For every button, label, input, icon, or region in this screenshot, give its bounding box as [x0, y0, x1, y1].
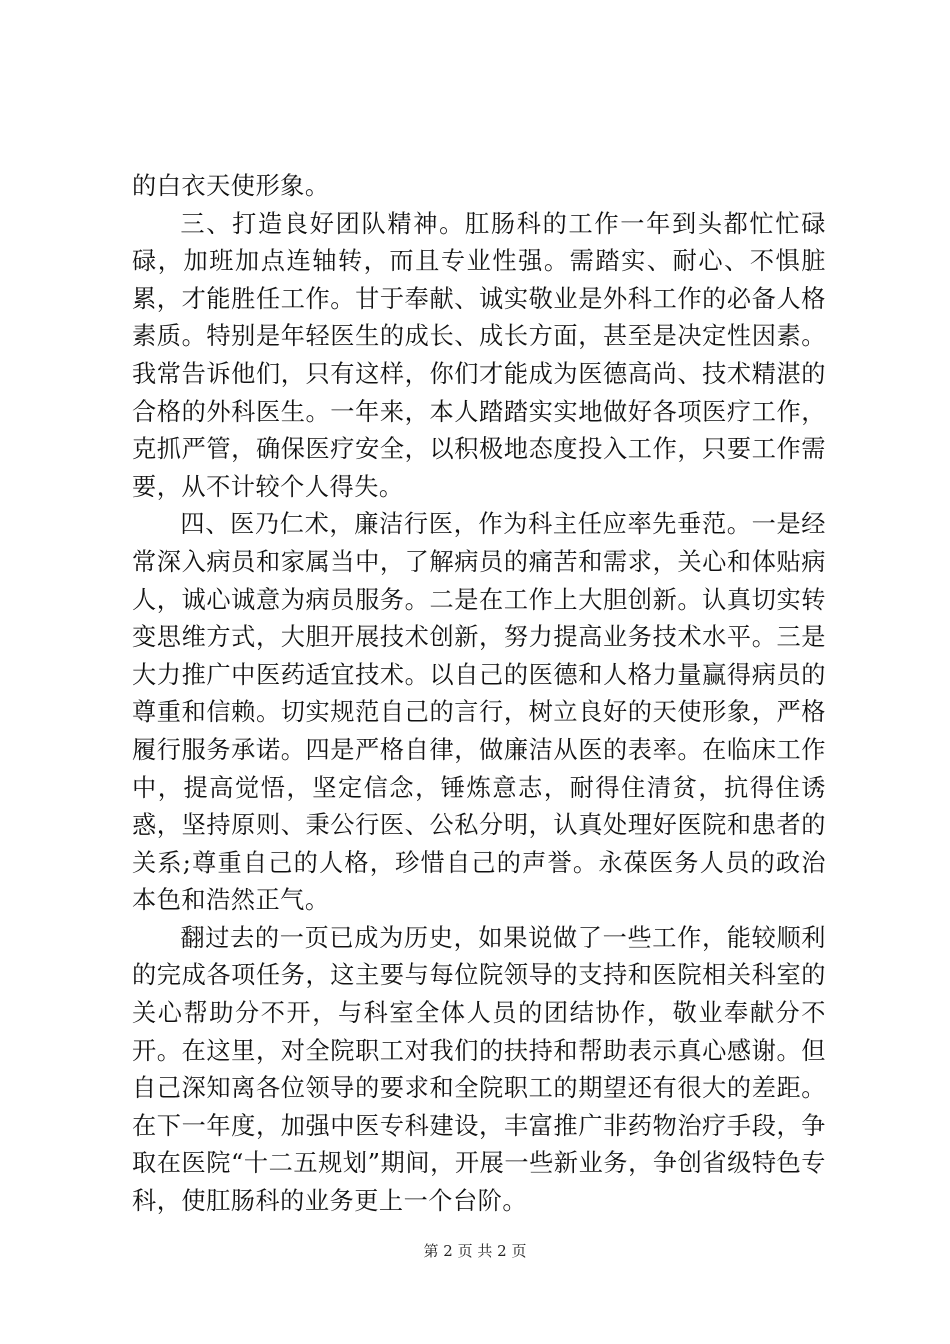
paragraph-continuation: 的白衣天使形象。	[132, 172, 330, 200]
paragraph-conclusion: 翻过去的一页已成为历史，如果说做了一些工作，能较顺利的完成各项任务，这主要与每位院领导的支持和医院相关科室的关心帮助分不开，与科室全体人员的团结协作，敬业奉献分不开。在这里，对全院职工对我们的扶持和帮助表示真心感谢。但自己深知离各位领导的要求和全院职工的期望还有很大的差距。在下一年度，加强中医专科建设，丰富推广非药物治疗手段，争取在医院“十二五规划”期间，开展一些新业务，争创省级特色专科，使肛肠科的业务更上一个台阶。	[132, 923, 826, 1216]
paragraph-team-spirit: 三、打造良好团队精神。肛肠科的工作一年到头都忙忙碌碌，加班加点连轴转，而且专业性强。需踏实、耐心、不惧脏累，才能胜任工作。甘于奉献、诚实敬业是外科工作的必备人格素质。特别是年轻医生的成长、成长方面，甚至是决定性因素。我常告诉他们，只有这样，你们才能成为医德高尚、技术精湛的合格的外科医生。一年来，本人踏踏实实地做好各项医疗工作，克抓严管，确保医疗安全，以积极地态度投入工作，只要工作需要，从不计较个人得失。	[132, 209, 826, 501]
paragraph-integrity: 四、医乃仁术，廉洁行医，作为科主任应率先垂范。一是经常深入病员和家属当中，了解病员的痛苦和需求，关心和体贴病人，诚心诚意为病员服务。二是在工作上大胆创新。认真切实转变思维方式，大胆开展技术创新，努力提高业务技术水平。三是大力推广中医药适宜技术。以自己的医德和人格力量赢得病员的尊重和信赖。切实规范自己的言行，树立良好的天使形象，严格履行服务承诺。四是严格自律，做廉洁从医的表率。在临床工作中，提高觉悟，坚定信念，锤炼意志，耐得住清贫，抗得住诱惑，坚持原则、秉公行医、公私分明，认真处理好医院和患者的关系;尊重自己的人格，珍惜自己的声誉。永葆医务人员的政治本色和浩然正气。	[132, 510, 826, 915]
page-footer: 第 2 页 共 2 页	[423, 1242, 527, 1260]
document-body	[132, 168, 826, 1221]
